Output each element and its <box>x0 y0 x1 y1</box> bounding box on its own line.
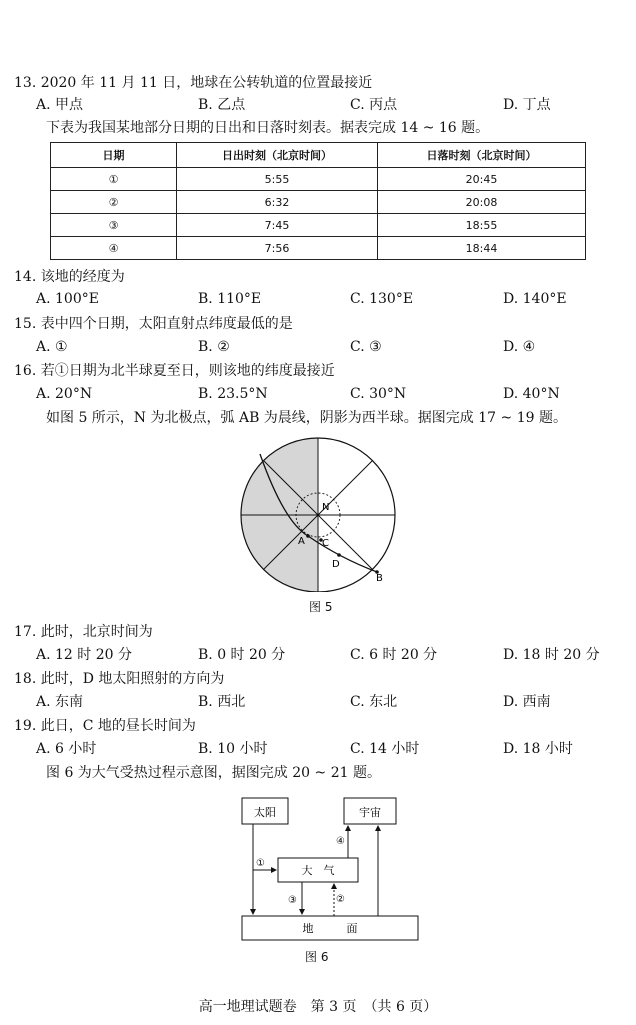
label-b: B <box>376 573 383 584</box>
table-row <box>51 168 586 191</box>
table-header-sunset: 日落时刻（北京时间） <box>378 143 586 168</box>
q14-stem: 14. 该地的经度为 <box>14 269 125 285</box>
space-label: 宇宙 <box>359 806 381 819</box>
q13-option-b[interactable]: B. 乙点 <box>198 97 246 113</box>
q18-option-c[interactable]: C. 东北 <box>350 694 398 710</box>
q19-option-a[interactable]: A. 6 小时 <box>36 741 97 757</box>
point-a-dot <box>306 534 310 538</box>
q15-option-a[interactable]: A. ① <box>36 339 68 355</box>
q17-option-b[interactable]: B. 0 时 20 分 <box>198 647 286 663</box>
mark-4: ④ <box>336 836 345 847</box>
q17-option-d[interactable]: D. 18 时 20 分 <box>503 647 600 663</box>
intro-14-16: 下表为我国某地部分日期的日出和日落时刻表。据表完成 14 ~ 16 题。 <box>46 120 490 136</box>
table-cell: 20:45 <box>378 168 586 191</box>
atmosphere-label: 大 气 <box>301 864 335 877</box>
q14-option-c[interactable]: C. 130°E <box>350 291 414 307</box>
ground-label: 地 面 <box>302 922 358 935</box>
label-n: N <box>322 502 330 513</box>
q16-option-b[interactable]: B. 23.5°N <box>198 386 268 402</box>
table-cell: 5:55 <box>177 168 378 191</box>
table-row <box>51 214 586 237</box>
q13-option-a[interactable]: A. 甲点 <box>36 97 84 113</box>
q19-option-c[interactable]: C. 14 小时 <box>350 741 420 757</box>
q17-option-c[interactable]: C. 6 时 20 分 <box>350 647 438 663</box>
q18-option-b[interactable]: B. 西北 <box>198 694 246 710</box>
q13-option-d[interactable]: D. 丁点 <box>503 97 551 113</box>
q18-stem: 18. 此时，D 地太阳照射的方向为 <box>14 671 225 687</box>
q13-stem: 13. 2020 年 11 月 11 日，地球在公转轨道的位置最接近 <box>14 75 373 91</box>
intro-17-19: 如图 5 所示，N 为北极点，弧 AB 为晨线，阴影为西半球。据图完成 17 ~ 19 题。 <box>46 410 567 426</box>
table-cell: 7:45 <box>177 214 378 237</box>
q15-option-d[interactable]: D. ④ <box>503 339 536 355</box>
q19-option-b[interactable]: B. 10 小时 <box>198 741 268 757</box>
table-cell: 18:55 <box>378 214 586 237</box>
q15-option-b[interactable]: B. ② <box>198 339 230 355</box>
sun-label: 太阳 <box>254 806 276 819</box>
page-footer: 高一地理试题卷 第 3 页 （共 6 页） <box>198 999 438 1015</box>
label-c: C <box>322 538 329 549</box>
q15-stem: 15. 表中四个日期，太阳直射点纬度最低的是 <box>14 316 293 332</box>
label-d: D <box>332 559 340 570</box>
table-cell: ④ <box>51 237 177 260</box>
q14-option-b[interactable]: B. 110°E <box>198 291 262 307</box>
q16-option-d[interactable]: D. 40°N <box>503 386 560 402</box>
table-header-date: 日期 <box>51 143 177 168</box>
q18-option-a[interactable]: A. 东南 <box>36 694 84 710</box>
label-a: A <box>298 536 305 547</box>
q16-stem: 16. 若①日期为北半球夏至日，则该地的纬度最接近 <box>14 363 335 379</box>
table-cell: ① <box>51 168 177 191</box>
table-cell: 20:08 <box>378 191 586 214</box>
table-cell: 6:32 <box>177 191 378 214</box>
q16-option-a[interactable]: A. 20°N <box>36 386 93 402</box>
table-cell: ③ <box>51 214 177 237</box>
table-cell: 7:56 <box>177 237 378 260</box>
q18-option-d[interactable]: D. 西南 <box>503 694 551 710</box>
table-cell: 18:44 <box>378 237 586 260</box>
q14-option-d[interactable]: D. 140°E <box>503 291 567 307</box>
q15-option-c[interactable]: C. ③ <box>350 339 382 355</box>
table-row <box>51 191 586 214</box>
q17-option-a[interactable]: A. 12 时 20 分 <box>36 647 132 663</box>
figure-5-diagram <box>230 432 410 592</box>
mark-3: ③ <box>288 895 297 906</box>
table-header-sunrise: 日出时刻（北京时间） <box>177 143 378 168</box>
q17-stem: 17. 此时，北京时间为 <box>14 624 153 640</box>
table-header-row <box>51 143 586 168</box>
mark-2: ② <box>336 894 345 905</box>
table-row <box>51 237 586 260</box>
q13-option-c[interactable]: C. 丙点 <box>350 97 398 113</box>
figure-5-caption: 图 5 <box>309 600 333 614</box>
q16-option-c[interactable]: C. 30°N <box>350 386 407 402</box>
q19-stem: 19. 此日，C 地的昼长时间为 <box>14 718 196 734</box>
q14-option-a[interactable]: A. 100°E <box>36 291 99 307</box>
figure-6-caption: 图 6 <box>305 950 329 964</box>
intro-20-21: 图 6 为大气受热过程示意图，据图完成 20 ~ 21 题。 <box>46 765 381 781</box>
point-d-dot <box>337 553 341 557</box>
table-cell: ② <box>51 191 177 214</box>
figure-6-diagram <box>236 790 426 948</box>
mark-1: ① <box>256 858 265 869</box>
q19-option-d[interactable]: D. 18 小时 <box>503 741 573 757</box>
sunrise-sunset-table <box>50 142 586 260</box>
